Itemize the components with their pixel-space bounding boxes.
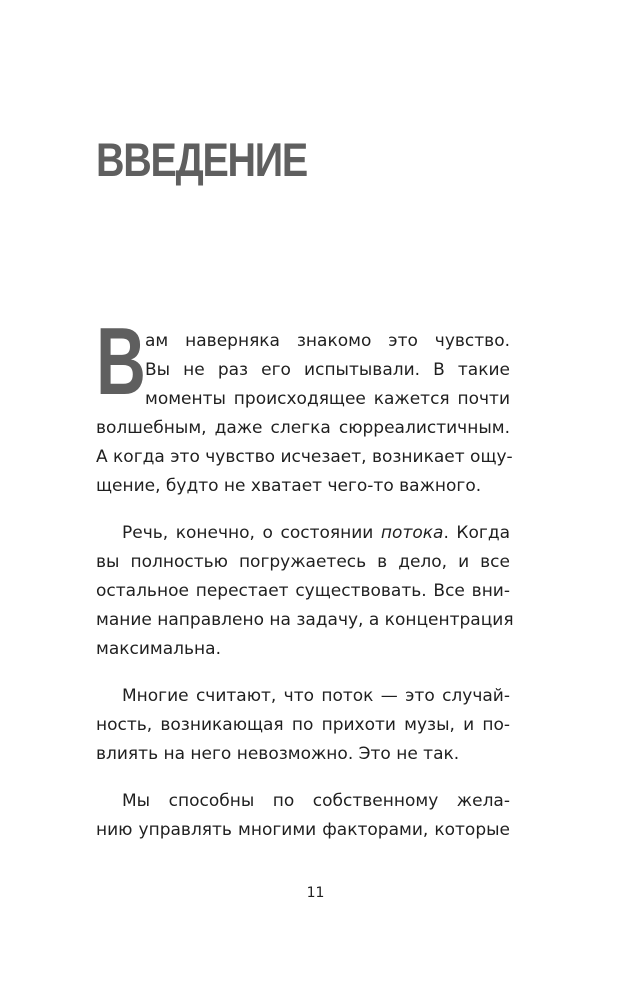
paragraph-4-line-2: нию управлять многими факторами, которые [96,820,510,840]
paragraph-2-line-3: остальное перестает существовать. Все вни- [96,581,510,601]
page-number: 11 [306,885,325,901]
paragraph-4-line-1: Мы способны по собственному жела- [122,791,510,811]
paragraph-2-line-4: мание направлено на задачу, а концентрация [96,610,514,630]
paragraph-3-line-1: Многие считают, что поток — это случай- [122,686,510,706]
paragraph-2-line-1-after-italic: . Когда [443,523,510,543]
drop-cap: В [96,308,146,415]
paragraph-2-line-1 [122,518,510,548]
paragraph-1-line-2: Вы не раз его испытывали. В такие [145,360,510,380]
paragraph-1-line-6: щение, будто не хватает чего-то важного. [96,476,482,496]
italic-word-potoka: потока [380,523,444,543]
paragraph-1-line-4: волшебным, даже слегка сюрреалистичным. [96,418,510,438]
paragraph-2-line-5: максимальна. [96,639,221,659]
paragraph-2-line-2: вы полностью погружаетесь в дело, и все [96,552,510,572]
paragraph-2-line-1-before-italic: Речь, конечно, о состоянии [122,523,381,543]
paragraph-1-line-3: моменты происходящее кажется почти [145,389,510,409]
paragraph-3-line-2: ность, возникающая по прихоти музы, и по- [96,715,510,735]
paragraph-1-line-5: А когда это чувство исчезает, возникает ощу- [96,447,513,467]
paragraph-1-line-1: ам наверняка знакомо это чувство. [145,331,510,351]
paragraph-3-line-3: влиять на него невозможно. Это не так. [96,744,460,764]
chapter-heading: ВВЕДЕНИЕ [96,133,307,186]
